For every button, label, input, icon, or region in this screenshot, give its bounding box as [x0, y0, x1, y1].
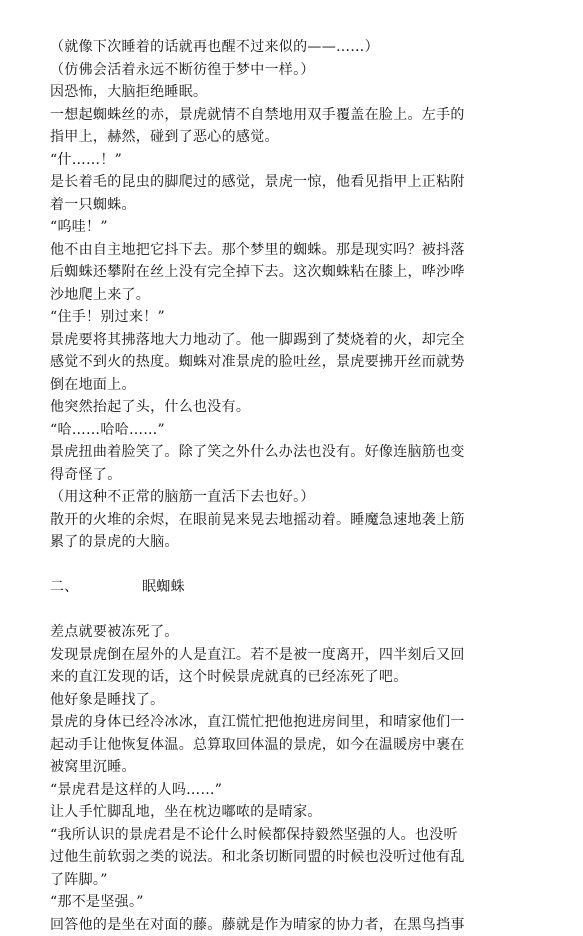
text-line: “景虎君是这样的人吗……”: [50, 779, 550, 802]
text-line: 被窝里沉睡。: [50, 756, 550, 779]
section-heading: [50, 576, 550, 599]
text-line: 散开的火堆的余烬，在眼前晃来晃去地摇动着。睡魔急速地袭上筋: [50, 509, 550, 532]
text-line: 他不由自主地把它抖下去。那个梦里的蜘蛛。那是现实吗？被抖落: [50, 239, 550, 262]
text-line: “那不是坚强。”: [50, 891, 550, 914]
text-line: 他好象是睡找了。: [50, 689, 550, 712]
text-line: 感觉不到火的热度。蜘蛛对准景虎的脸吐丝，景虎要拂开丝而就势: [50, 351, 550, 374]
section-number: 二、: [50, 576, 142, 599]
text-line: 过他生前软弱之类的说法。和北条切断同盟的时候也没听过他有乱: [50, 846, 550, 869]
text-line: 景虎扭曲着脸笑了。除了笑之外什么办法也没有。好像连脑筋也变: [50, 441, 550, 464]
text-line: 发现景虎倒在屋外的人是直江。若不是被一度离开，四半刻后又回: [50, 644, 550, 667]
text-line: 因恐怖，大脑拒绝睡眠。: [50, 81, 550, 104]
text-line: 回答他的是坐在对面的藤。藤就是作为晴家的协力者，在黑鸟挡事: [50, 914, 550, 936]
text-line: 景虎要将其拂落地大力地动了。他一脚踢到了焚烧着的火，却完全: [50, 329, 550, 352]
text-line: 累了的景虎的大脑。: [50, 531, 550, 554]
text-line: （用这种不正常的脑筋一直活下去也好。）: [50, 486, 550, 509]
text-line: 起动手让他恢复体温。总算取回体温的景虎，如今在温暖房中裹在: [50, 734, 550, 757]
paragraph-spacer: [50, 554, 550, 577]
text-line: 是长着毛的昆虫的脚爬过的感觉，景虎一惊，他看见指甲上正粘附: [50, 171, 550, 194]
text-line: 景虎的身体已经冷冰冰，直江慌忙把他抱进房间里，和晴家他们一: [50, 711, 550, 734]
text-line: （就像下次睡着的话就再也醒不过来似的——……）: [50, 36, 550, 59]
text-line: 沙地爬上来了。: [50, 284, 550, 307]
text-line: “呜哇！”: [50, 216, 550, 239]
text-line: 得奇怪了。: [50, 464, 550, 487]
text-line: 他突然抬起了头，什么也没有。: [50, 396, 550, 419]
text-line: 着一只蜘蛛。: [50, 194, 550, 217]
text-line: “什……！”: [50, 149, 550, 172]
text-line: 指甲上，赫然，碰到了恶心的感觉。: [50, 126, 550, 149]
text-line: （仿佛会活着永远不断彷徨于梦中一样。）: [50, 59, 550, 82]
text-line: 一想起蜘蛛丝的赤，景虎就情不自禁地用双手覆盖在脸上。左手的: [50, 104, 550, 127]
text-line: “住手！别过来！”: [50, 306, 550, 329]
text-line: “哈……哈哈……”: [50, 419, 550, 442]
text-line: 让人手忙脚乱地，坐在枕边嘟哝的是晴家。: [50, 801, 550, 824]
text-line: 了阵脚。”: [50, 869, 550, 892]
text-line: 倒在地面上。: [50, 374, 550, 397]
section-title: 眠蜘蛛: [142, 579, 185, 595]
text-line: “我所认识的景虎君是不论什么时候都保持毅然坚强的人。也没听: [50, 824, 550, 847]
text-line: 后蜘蛛还攀附在丝上没有完全掉下去。这次蜘蛛粘在膝上，哗沙哗: [50, 261, 550, 284]
text-line: 差点就要被冻死了。: [50, 621, 550, 644]
paragraph-spacer: [50, 599, 550, 622]
text-line: 来的直江发现的话，这个时候景虎就真的已经冻死了吧。: [50, 666, 550, 689]
document-body: [50, 36, 550, 936]
